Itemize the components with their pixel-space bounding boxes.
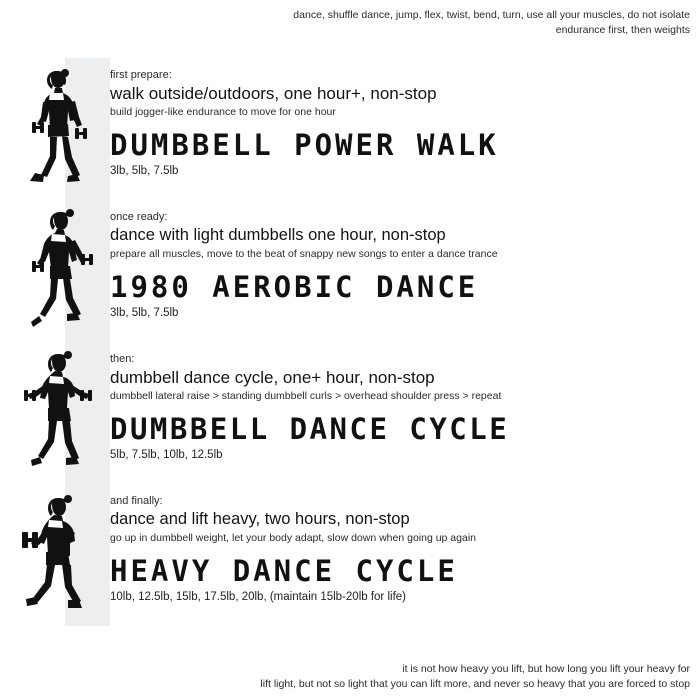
figure-column [0,484,110,626]
section-sub: prepare all muscles, move to the beat of snappy new songs to enter a dance trance [110,248,498,260]
section-weights: 3lb, 5lb, 7.5lb [110,307,179,319]
workout-section [0,200,700,342]
text-column [110,200,700,321]
section-headline: dance with light dumbbells one hour, non-stop [110,226,446,244]
section-title: HEAVY DANCE CYCLE [110,554,458,588]
section-weights: 3lb, 5lb, 7.5lb [110,165,179,177]
section-lead: then: [110,353,135,365]
section-weights: 5lb, 7.5lb, 10lb, 12.5lb [110,449,223,461]
section-lead: and finally: [110,495,163,507]
section-headline: dance and lift heavy, two hours, non-stop [110,510,410,528]
section-title: 1980 AEROBIC DANCE [110,270,479,304]
text-column [110,484,700,605]
top-note-line-1: dance, shuffle dance, jump, flex, twist, bend, turn, use all your muscles, do not isolate [293,9,690,21]
bottom-note-line-1: it is not how heavy you lift, but how long you lift your heavy for [402,663,690,675]
figure-column [0,200,110,342]
section-title: DUMBBELL DANCE CYCLE [110,412,510,446]
section-sub: build jogger-like endurance to move for one hour [110,106,336,118]
section-sub: go up in dumbbell weight, let your body adapt, slow down when going up again [110,532,476,544]
figure-column [0,58,110,200]
section-headline: dumbbell dance cycle, one+ hour, non-stop [110,368,435,387]
workout-sections [0,58,700,626]
workout-section [0,484,700,626]
section-headline: walk outside/outdoors, one hour+, non-stop [110,84,437,103]
figure-aerobic-dancing-icon [10,204,102,338]
figure-column [0,342,110,484]
section-weights: 10lb, 12.5lb, 15lb, 17.5lb, 20lb, (maintain 15lb-20lb for life) [110,591,406,603]
figure-lateral-raise-icon [10,346,102,480]
text-column [110,342,700,463]
text-column [110,58,700,179]
workout-section [0,342,700,484]
section-lead: once ready: [110,211,168,223]
bottom-note-line-2: lift light, but not so light that you can lift more, and never so heavy that you are forced to stop [260,678,690,690]
bottom-notes [130,662,690,692]
top-note-line-2: endurance first, then weights [555,24,690,36]
figure-heavy-curl-icon [10,488,102,622]
figure-walking-with-dumbbells-icon [10,62,102,196]
section-sub: dumbbell lateral raise > standing dumbbell curls > overhead shoulder press > repeat [110,390,502,402]
top-notes [130,8,690,38]
workout-section [0,58,700,200]
section-lead: first prepare: [110,69,172,81]
section-title: DUMBBELL POWER WALK [110,128,499,162]
